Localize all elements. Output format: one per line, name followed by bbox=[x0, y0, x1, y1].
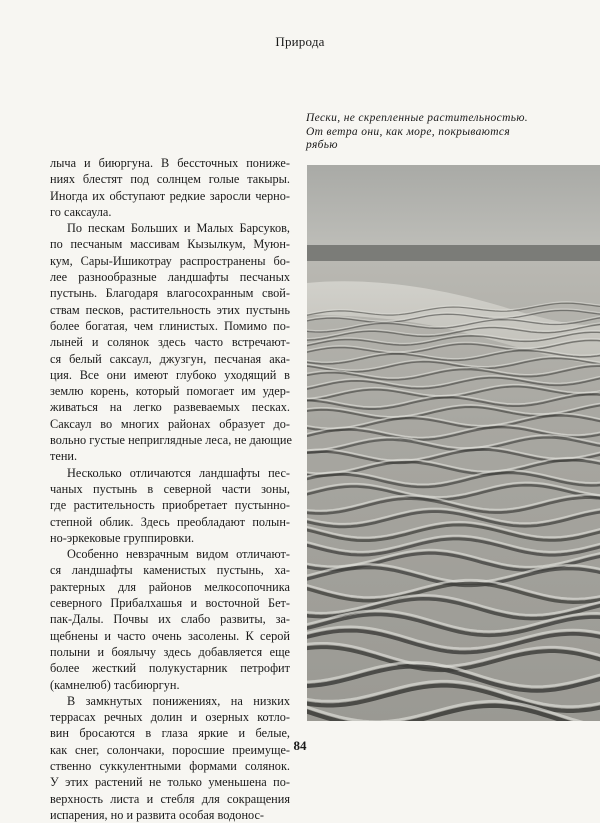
text-line: щебнены и часто очень засолены. К серой bbox=[50, 628, 290, 643]
text-line: террасах речных долин и озерных котло- bbox=[50, 710, 290, 725]
text-line: ствам песков, растительность этих пустынь bbox=[50, 302, 290, 317]
text-line: но-эркековые группировки. bbox=[50, 530, 195, 545]
text-line: ниях блестят под солнцем голые такыры. bbox=[50, 172, 290, 187]
text-line: го саксаула. bbox=[50, 204, 112, 219]
text-line: по песчаным массивам Кызылкум, Муюн- bbox=[50, 237, 290, 252]
text-line: землю корень, который помогает им удер- bbox=[50, 384, 290, 399]
page-number: 84 bbox=[293, 738, 307, 753]
horizon-band bbox=[307, 245, 600, 263]
caption-line: От ветра они, как море, покрываются bbox=[306, 125, 511, 138]
sand-ripples-image bbox=[307, 165, 600, 721]
text-line: рактерных для районов мелкосопочника bbox=[50, 579, 290, 594]
text-line: северного Прибалхашья и восточной Бет- bbox=[50, 596, 290, 611]
text-line: тени. bbox=[50, 449, 78, 464]
paragraph bbox=[50, 155, 290, 220]
text-line: чаных пустынь в северной части зоны, bbox=[50, 481, 290, 496]
body-text-column bbox=[50, 155, 290, 823]
text-line: Несколько отличаются ландшафты пес- bbox=[67, 465, 290, 480]
sand-ripples-photo bbox=[307, 165, 600, 721]
text-line: где растительность приобретает пустынно- bbox=[50, 498, 290, 513]
text-line: пак-Далы. Почвы их слабо развиты, за- bbox=[50, 612, 290, 627]
text-line: Иногда их обступают редкие заросли черно- bbox=[50, 188, 290, 203]
text-line: лыней и солянок здесь часто встречают- bbox=[50, 335, 290, 350]
text-line: ственно суккулентными формами солянок. bbox=[50, 758, 290, 773]
text-line: ся ландшафты каменистых пустынь, ха- bbox=[50, 563, 290, 578]
text-line: (камнелюб) тасбиюргун. bbox=[50, 677, 180, 692]
text-line: более богатая, чем глинистых. Помимо по- bbox=[50, 318, 290, 333]
text-line: степной облик. Здесь преобладают полын- bbox=[50, 514, 290, 529]
paragraph bbox=[50, 465, 290, 546]
paragraph bbox=[50, 546, 290, 693]
text-line: как снег, солончаки, поросшие преимуще- bbox=[50, 742, 290, 757]
text-line: испарения, но и развита особая водонос- bbox=[50, 807, 265, 822]
running-head: Природа bbox=[275, 34, 325, 49]
text-line: верхность листа и стебля для сокращения bbox=[50, 791, 290, 806]
text-line: кум, Сары-Ишикотрау распространены бо- bbox=[50, 253, 290, 268]
caption-line: рябью bbox=[306, 139, 338, 151]
sky bbox=[307, 165, 600, 247]
paragraph bbox=[50, 693, 290, 823]
caption-line: Пески, не скрепленные растительностью. bbox=[306, 112, 529, 124]
text-line: вин бросаются в глаза яркие и белые, bbox=[50, 726, 290, 741]
text-line: более жесткий полукустарник петрофит bbox=[50, 661, 290, 676]
text-line: полыни и боялычу здесь добавляется еще bbox=[50, 644, 290, 659]
photo-caption bbox=[306, 112, 576, 153]
text-line: Особенно невзрачным видом отличают- bbox=[67, 547, 290, 562]
text-line: живаться на легко развеваемых песках. bbox=[50, 400, 290, 415]
text-line: вольно густые неприглядные леса, не дающие bbox=[50, 433, 292, 448]
text-line: По пескам Больших и Малых Барсуков, bbox=[67, 221, 290, 236]
text-line: лее разнообразные ландшафты песчаных bbox=[50, 270, 290, 285]
text-line: У этих растений не только уменьшена по- bbox=[50, 775, 290, 790]
text-line: ция. Все они имеют глубоко уходящий в bbox=[50, 367, 290, 382]
text-line: лыча и биюргуна. В бессточных пониже- bbox=[50, 156, 290, 170]
text-line: ся белый саксаул, джузгун, песчаная ака- bbox=[50, 351, 290, 366]
text-line: В замкнутых понижениях, на низких bbox=[67, 693, 290, 708]
paragraph bbox=[50, 220, 290, 464]
text-line: пустынь. Благодаря влагосохранным свой- bbox=[50, 286, 290, 301]
text-line: Саксаул во многих районах образует до- bbox=[50, 416, 290, 431]
